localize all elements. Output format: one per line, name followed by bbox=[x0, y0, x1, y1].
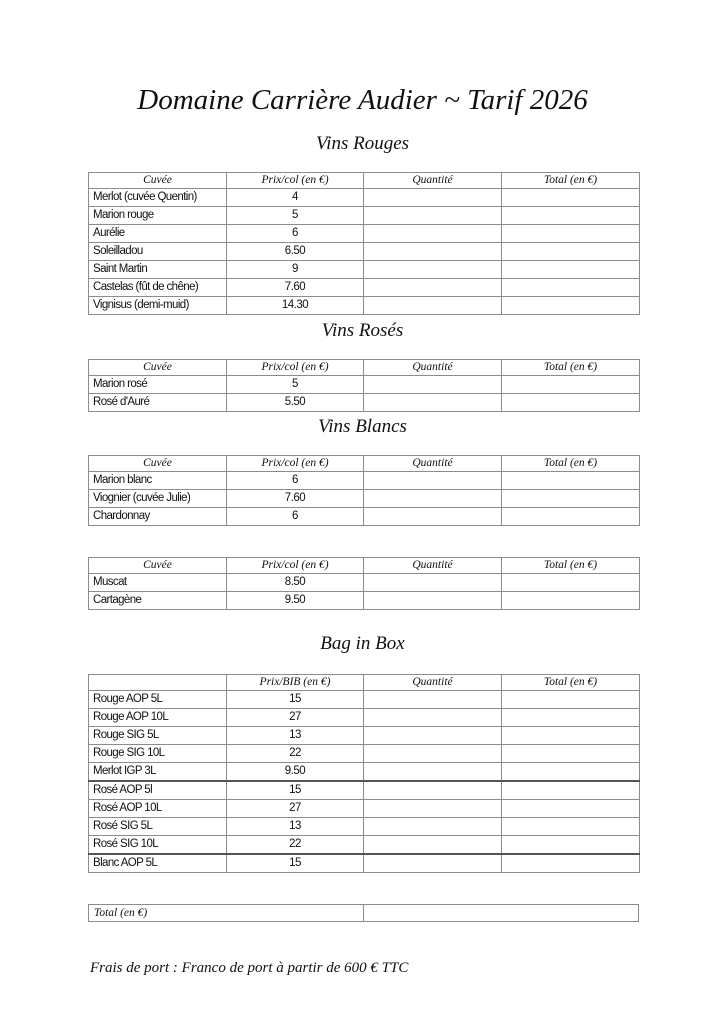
total-cell[interactable] bbox=[502, 592, 640, 610]
table-row bbox=[89, 376, 640, 394]
quantity-cell[interactable] bbox=[364, 592, 502, 610]
quantity-cell[interactable] bbox=[364, 207, 502, 225]
wine-name: Marion rosé bbox=[89, 376, 227, 394]
table-row bbox=[89, 818, 640, 836]
wine-price: 14.30 bbox=[227, 297, 364, 315]
bib-name: Rosé SIG 10L bbox=[89, 836, 227, 855]
quantity-cell[interactable] bbox=[364, 800, 502, 818]
table-bag-in-box bbox=[88, 674, 640, 873]
wine-name: Marion rouge bbox=[89, 207, 227, 225]
quantity-cell[interactable] bbox=[364, 189, 502, 207]
total-cell[interactable] bbox=[502, 261, 640, 279]
bib-price: 22 bbox=[227, 745, 364, 763]
bib-price: 27 bbox=[227, 800, 364, 818]
wine-price: 6.50 bbox=[227, 243, 364, 261]
col-header-cuvee: Cuvée bbox=[89, 173, 227, 189]
total-cell[interactable] bbox=[502, 691, 640, 709]
total-cell[interactable] bbox=[502, 225, 640, 243]
total-cell[interactable] bbox=[502, 818, 640, 836]
total-cell[interactable] bbox=[502, 781, 640, 800]
wine-name: Vignisus (demi-muid) bbox=[89, 297, 227, 315]
total-cell[interactable] bbox=[502, 836, 640, 855]
wine-price: 6 bbox=[227, 508, 364, 526]
table-row bbox=[89, 472, 640, 490]
col-header-prix: Prix/col (en €) bbox=[227, 173, 364, 189]
quantity-cell[interactable] bbox=[364, 818, 502, 836]
bib-price: 15 bbox=[227, 854, 364, 873]
bib-name: Rouge AOP 5L bbox=[89, 691, 227, 709]
section-title-rouges: Vins Rouges bbox=[315, 133, 410, 154]
table-row bbox=[89, 243, 640, 261]
table-row bbox=[89, 574, 640, 592]
table-row bbox=[89, 709, 640, 727]
bib-price: 22 bbox=[227, 836, 364, 855]
col-header-quantite: Quantité bbox=[364, 456, 502, 472]
total-cell[interactable] bbox=[502, 508, 640, 526]
quantity-cell[interactable] bbox=[364, 745, 502, 763]
wine-name: Saint Martin bbox=[89, 261, 227, 279]
table-row bbox=[89, 394, 640, 412]
table-row bbox=[89, 691, 640, 709]
quantity-cell[interactable] bbox=[364, 261, 502, 279]
bib-price: 9.50 bbox=[227, 763, 364, 782]
table-row bbox=[89, 854, 640, 873]
wine-name: Chardonnay bbox=[89, 508, 227, 526]
table-vins-blancs bbox=[88, 455, 640, 526]
col-header-prix: Prix/col (en €) bbox=[227, 558, 364, 574]
wine-name: Muscat bbox=[89, 574, 227, 592]
quantity-cell[interactable] bbox=[364, 763, 502, 782]
wine-price: 7.60 bbox=[227, 279, 364, 297]
table-row bbox=[89, 745, 640, 763]
col-header-quantite: Quantité bbox=[364, 675, 502, 691]
wine-price: 4 bbox=[227, 189, 364, 207]
quantity-cell[interactable] bbox=[364, 854, 502, 873]
bib-name: Rouge SIG 5L bbox=[89, 727, 227, 745]
wine-price: 6 bbox=[227, 472, 364, 490]
quantity-cell[interactable] bbox=[364, 836, 502, 855]
table-vins-doux bbox=[88, 557, 640, 610]
shipping-note: Frais de port : Franco de port à partir de 600 € TTC bbox=[90, 960, 409, 976]
bib-name: Rouge AOP 10L bbox=[89, 709, 227, 727]
quantity-cell[interactable] bbox=[364, 394, 502, 412]
col-header-prix: Prix/col (en €) bbox=[227, 360, 364, 376]
table-row bbox=[89, 781, 640, 800]
col-header-total: Total (en €) bbox=[502, 558, 640, 574]
quantity-cell[interactable] bbox=[364, 376, 502, 394]
total-cell[interactable] bbox=[502, 800, 640, 818]
col-header-cuvee: Cuvée bbox=[89, 360, 227, 376]
quantity-cell[interactable] bbox=[364, 279, 502, 297]
col-header-total: Total (en €) bbox=[502, 173, 640, 189]
wine-name: Soleilladou bbox=[89, 243, 227, 261]
quantity-cell[interactable] bbox=[364, 243, 502, 261]
table-vins-rouges bbox=[88, 172, 640, 315]
bib-price: 15 bbox=[227, 781, 364, 800]
wine-name: Aurélie bbox=[89, 225, 227, 243]
col-header-total: Total (en €) bbox=[502, 675, 640, 691]
total-cell[interactable] bbox=[502, 472, 640, 490]
bib-price: 15 bbox=[227, 691, 364, 709]
col-header-prix: Prix/col (en €) bbox=[227, 456, 364, 472]
quantity-cell[interactable] bbox=[364, 709, 502, 727]
col-header-cuvee: Cuvée bbox=[89, 558, 227, 574]
table-row bbox=[89, 508, 640, 526]
bib-name: Rosé AOP 5l bbox=[89, 781, 227, 800]
wine-name: Merlot (cuvée Quentin) bbox=[89, 189, 227, 207]
col-header-empty bbox=[89, 675, 227, 691]
wine-price: 5 bbox=[227, 207, 364, 225]
table-row bbox=[89, 490, 640, 508]
total-cell[interactable] bbox=[502, 207, 640, 225]
quantity-cell[interactable] bbox=[364, 225, 502, 243]
total-cell[interactable] bbox=[502, 727, 640, 745]
grand-total-value[interactable] bbox=[364, 905, 639, 922]
section-title-roses: Vins Rosés bbox=[321, 320, 404, 341]
total-cell[interactable] bbox=[502, 376, 640, 394]
total-cell[interactable] bbox=[502, 279, 640, 297]
wine-name: Cartagène bbox=[89, 592, 227, 610]
table-row bbox=[89, 592, 640, 610]
bib-name: Merlot IGP 3L bbox=[89, 763, 227, 782]
quantity-cell[interactable] bbox=[364, 574, 502, 592]
col-header-prix-bib: Prix/BIB (en €) bbox=[227, 675, 364, 691]
quantity-cell[interactable] bbox=[364, 472, 502, 490]
quantity-cell[interactable] bbox=[364, 508, 502, 526]
wine-name: Marion blanc bbox=[89, 472, 227, 490]
quantity-cell[interactable] bbox=[364, 781, 502, 800]
page-title: Domaine Carrière Audier ~ Tarif 2026 bbox=[137, 84, 588, 116]
section-title-bib: Bag in Box bbox=[320, 633, 405, 654]
table-row bbox=[89, 189, 640, 207]
table-row bbox=[89, 800, 640, 818]
wine-name: Castelas (fût de chêne) bbox=[89, 279, 227, 297]
bib-price: 13 bbox=[227, 727, 364, 745]
table-row bbox=[89, 836, 640, 855]
bib-name: Rouge SIG 10L bbox=[89, 745, 227, 763]
bib-name: Blanc AOP 5L bbox=[89, 854, 227, 873]
grand-total-label: Total (en €) bbox=[89, 905, 364, 922]
wine-price: 5 bbox=[227, 376, 364, 394]
bib-name: Rosé SIG 5L bbox=[89, 818, 227, 836]
table-row bbox=[89, 261, 640, 279]
grand-total-table bbox=[88, 904, 639, 922]
wine-name: Viognier (cuvée Julie) bbox=[89, 490, 227, 508]
wine-price: 9.50 bbox=[227, 592, 364, 610]
col-header-quantite: Quantité bbox=[364, 173, 502, 189]
quantity-cell[interactable] bbox=[364, 691, 502, 709]
col-header-cuvee: Cuvée bbox=[89, 456, 227, 472]
wine-price: 6 bbox=[227, 225, 364, 243]
table-row bbox=[89, 727, 640, 745]
total-cell[interactable] bbox=[502, 490, 640, 508]
section-title-blancs: Vins Blancs bbox=[318, 416, 407, 437]
total-cell[interactable] bbox=[502, 854, 640, 873]
quantity-cell[interactable] bbox=[364, 490, 502, 508]
total-cell[interactable] bbox=[502, 709, 640, 727]
table-row bbox=[89, 207, 640, 225]
total-cell[interactable] bbox=[502, 574, 640, 592]
col-header-total: Total (en €) bbox=[502, 456, 640, 472]
wine-price: 7.60 bbox=[227, 490, 364, 508]
table-row bbox=[89, 279, 640, 297]
table-row bbox=[89, 297, 640, 315]
bib-price: 27 bbox=[227, 709, 364, 727]
total-cell[interactable] bbox=[502, 297, 640, 315]
table-vins-roses bbox=[88, 359, 640, 412]
bib-price: 13 bbox=[227, 818, 364, 836]
total-cell[interactable] bbox=[502, 394, 640, 412]
wine-name: Rosé d'Auré bbox=[89, 394, 227, 412]
total-cell[interactable] bbox=[502, 745, 640, 763]
col-header-total: Total (en €) bbox=[502, 360, 640, 376]
col-header-quantite: Quantité bbox=[364, 360, 502, 376]
bib-name: Rosé AOP 10L bbox=[89, 800, 227, 818]
total-cell[interactable] bbox=[502, 243, 640, 261]
table-row bbox=[89, 225, 640, 243]
wine-price: 5.50 bbox=[227, 394, 364, 412]
wine-price: 8.50 bbox=[227, 574, 364, 592]
wine-price: 9 bbox=[227, 261, 364, 279]
total-cell[interactable] bbox=[502, 189, 640, 207]
total-cell[interactable] bbox=[502, 763, 640, 782]
quantity-cell[interactable] bbox=[364, 727, 502, 745]
table-row bbox=[89, 763, 640, 782]
quantity-cell[interactable] bbox=[364, 297, 502, 315]
col-header-quantite: Quantité bbox=[364, 558, 502, 574]
